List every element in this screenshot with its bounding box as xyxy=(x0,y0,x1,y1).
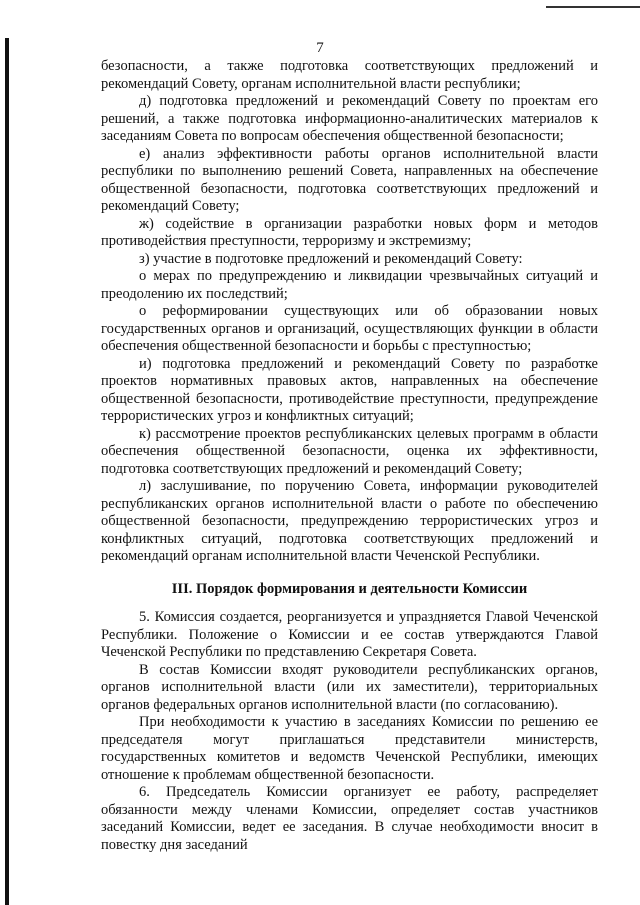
paragraph: к) рассмотрение проектов республиканских целевых программ в области обеспечения общественной безопасности, оценка их эффективности, подготовка соответствующих предложений и рекомендаций Совету; xyxy=(101,425,598,477)
section-heading: III. Порядок формирования и деятельности Комиссии xyxy=(171,580,528,597)
paragraph: д) подготовка предложений и рекомендаций Совету по проектам его решений, а также подготовка информационно-аналитических материалов к заседаниям Совета по вопросам обеспечения общественной безопасности; xyxy=(101,93,598,144)
document-body xyxy=(101,58,598,854)
scan-edge-bar xyxy=(5,38,9,905)
paragraph: ж) содействие в организации разработки новых форм и методов противодействия преступности, терроризму и экстремизму; xyxy=(101,215,598,249)
paragraph: о реформировании существующих или об образовании новых государственных органов и организаций, осуществляющих функции в области обеспечения общественной безопасности и борьбы с преступностью; xyxy=(101,303,598,354)
paragraph: е) анализ эффективности работы органов исполнительной власти республики по выполнению решений Совета, направленных на обеспечение общественной безопасности, подготовка соответствующих предложений и рекомендаций Совету; xyxy=(101,145,598,214)
paragraph: При необходимости к участию в заседаниях Комиссии по решению ее председателя могут приглашаться представители министерств, государственных комитетов и ведомств Чеченской Республики, имеющих отношение к проблемам общественной безопасности. xyxy=(101,714,598,783)
paragraph: 6. Председатель Комиссии организует ее работу, распределяет обязанности между членами Комиссии, определяет состав участников заседаний Комиссии, ведет ее заседания. В случае необходимости вносит в повестку дня заседаний xyxy=(101,784,598,853)
paragraph: о мерах по предупреждению и ликвидации чрезвычайных ситуаций и преодолению их последствий; xyxy=(101,268,598,302)
paragraph: 5. Комиссия создается, реорганизуется и упраздняется Главой Чеченской Республики. Положение о Комиссии и ее состав утверждаются Главой Чеченской Республики по представлению Секретаря Совета. xyxy=(101,609,598,660)
paragraph: В состав Комиссии входят руководители республиканских органов, органов исполнительной власти (или их заместители), территориальных органов федеральных органов исполнительной власти (по согласованию). xyxy=(101,661,598,713)
page-number: 7 xyxy=(316,40,324,56)
paragraph: безопасности, а также подготовка соответствующих предложений и рекомендаций Совету, органам исполнительной власти республики; xyxy=(101,58,598,92)
scan-top-rule xyxy=(546,6,640,8)
paragraph: и) подготовка предложений и рекомендаций Совету по разработке проектов нормативных правовых актов, направленных на обеспечение общественной безопасности, противодействие преступности, предупреждение террористических угроз и конфликтных ситуаций; xyxy=(101,355,598,424)
paragraph: л) заслушивание, по поручению Совета, информации руководителей республиканских органов исполнительной власти о работе по обеспечению общественной безопасности, предупреждению террористических угроз и конфликтных ситуаций, подготовка соответствующих предложений и рекомендаций органам исполнительной власти Чеченской Республики. xyxy=(101,478,598,564)
paragraph: з) участие в подготовке предложений и рекомендаций Совету: xyxy=(139,250,523,267)
